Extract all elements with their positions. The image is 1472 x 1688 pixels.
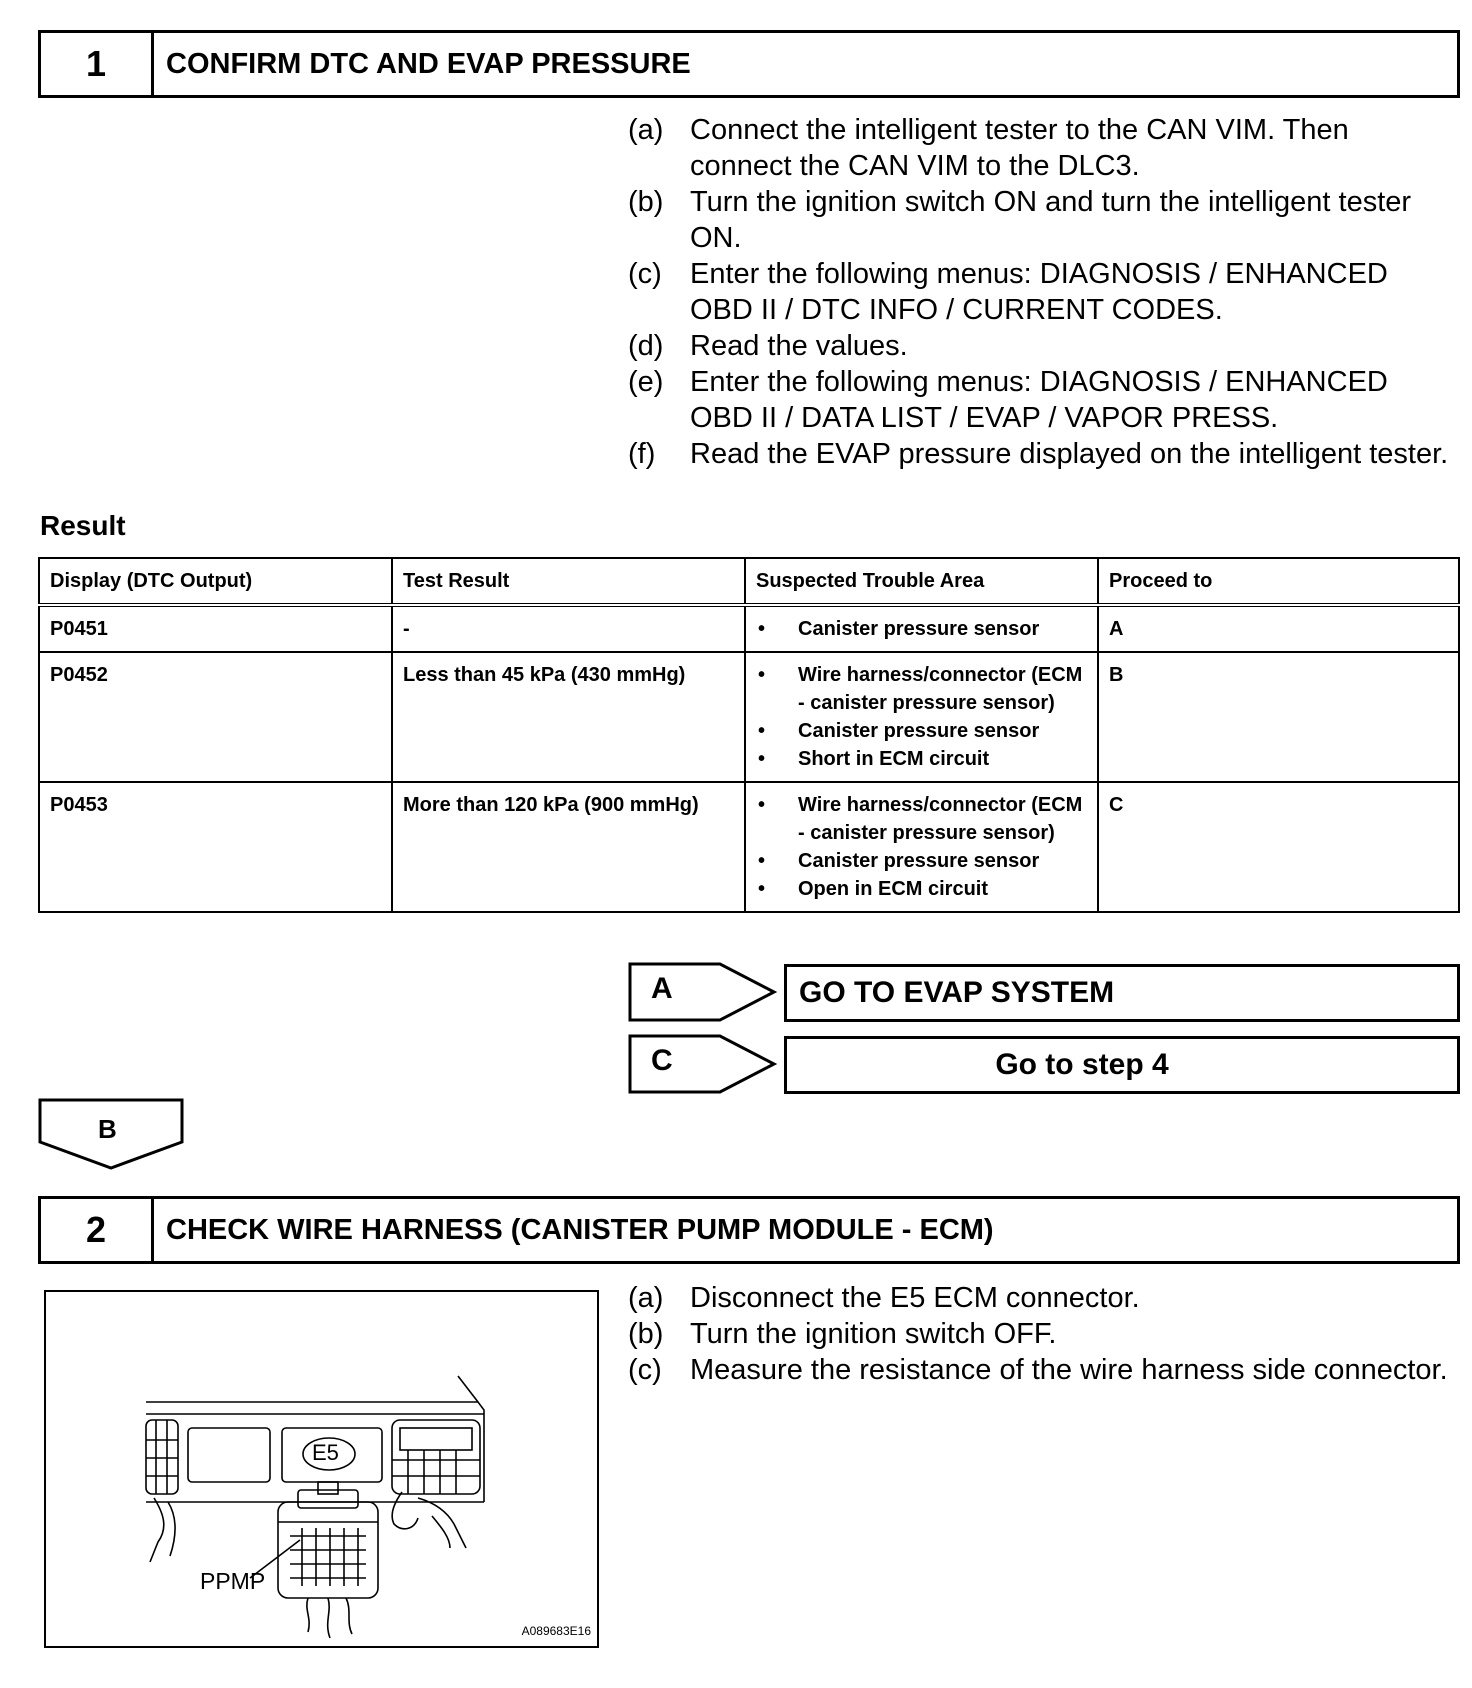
table-row — [39, 652, 1459, 782]
instruction-item: (a) Connect the intelligent tester to the CAN VIM. Then connect the CAN VIM to the DLC3. — [628, 114, 1349, 182]
table-row — [39, 605, 1459, 652]
instruction-item: (c) Enter the following menus: DIAGNOSIS / ENHANCED OBD II / DTC INFO / CURRENT CODES. — [628, 258, 1388, 326]
instruction-item: (c) Measure the resistance of the wire harness side connector. — [628, 1354, 1448, 1386]
step-1-title: CONFIRM DTC AND EVAP PRESSURE — [166, 47, 691, 80]
ppmp-label: PPMP — [200, 1568, 266, 1594]
bullet-icon: • — [758, 850, 766, 872]
instruction-item: (e) Enter the following menus: DIAGNOSIS / ENHANCED OBD II / DATA LIST / EVAP / VAPOR PRESS. — [628, 366, 1388, 434]
proceed-cell: A — [1098, 605, 1459, 652]
e5-connector-label: E5 — [312, 1440, 339, 1465]
step-2-instructions — [628, 1280, 1454, 1388]
dtc-cell: P0451 — [39, 605, 392, 652]
step-2-header — [38, 1196, 1460, 1264]
step-1-header — [38, 30, 1460, 98]
branch-a-letter: A — [651, 972, 673, 1005]
dtc-cell: P0453 — [39, 782, 392, 912]
instruction-item: (f) Read the EVAP pressure displayed on the intelligent tester. — [628, 438, 1449, 470]
step-1-number: 1 — [41, 33, 154, 95]
column-header: Display (DTC Output) — [39, 558, 392, 605]
instruction-item: (a) Disconnect the E5 ECM connector. — [628, 1282, 1140, 1314]
instruction-item: (b) Turn the ignition switch OFF. — [628, 1318, 1057, 1350]
column-header: Proceed to — [1098, 558, 1459, 605]
test-result-cell: Less than 45 kPa (430 mmHg) — [392, 652, 745, 782]
proceed-cell: B — [1098, 652, 1459, 782]
figure-code: A089683E16 — [521, 1624, 591, 1638]
ecm-connector-figure — [44, 1290, 599, 1648]
column-header: Test Result — [392, 558, 745, 605]
goto-evap-system-label: GO TO EVAP SYSTEM — [799, 976, 1115, 1009]
result-heading: Result — [40, 510, 126, 541]
instruction-item: (b) Turn the ignition switch ON and turn the intelligent tester ON. — [628, 186, 1412, 254]
trouble-area-cell: • Wire harness/connector (ECM - canister pressure sensor) • Canister pressure sensor • Short in ECM circuit — [745, 652, 1098, 782]
branch-c-letter: C — [651, 1044, 673, 1077]
instruction-item: (d) Read the values. — [628, 330, 908, 362]
proceed-cell: C — [1098, 782, 1459, 912]
table-row — [39, 782, 1459, 912]
bullet-icon: • — [758, 720, 766, 742]
bullet-icon: • — [758, 618, 766, 640]
bullet-icon: • — [758, 664, 766, 686]
test-result-cell: More than 120 kPa (900 mmHg) — [392, 782, 745, 912]
step-2-title: CHECK WIRE HARNESS (CANISTER PUMP MODULE - ECM) — [166, 1213, 994, 1246]
goto-evap-system-button[interactable] — [784, 964, 1460, 1022]
branch-b-letter: B — [98, 1114, 117, 1144]
table-header-row — [39, 558, 1459, 605]
goto-step-4-button[interactable] — [784, 1036, 1460, 1094]
ecm-connector-illustration — [46, 1292, 597, 1646]
result-table — [38, 557, 1460, 913]
trouble-area-cell: • Canister pressure sensor — [745, 605, 1098, 652]
bullet-icon: • — [758, 748, 766, 770]
column-header: Suspected Trouble Area — [745, 558, 1098, 605]
bullet-icon: • — [758, 878, 766, 900]
step-1-instructions — [628, 112, 1454, 472]
bullet-icon: • — [758, 794, 766, 816]
step-2-number: 2 — [41, 1199, 154, 1261]
goto-step-4-label: Go to step 4 — [995, 1048, 1169, 1081]
dtc-cell: P0452 — [39, 652, 392, 782]
test-result-cell: - — [392, 605, 745, 652]
trouble-area-cell: • Wire harness/connector (ECM - canister pressure sensor) • Canister pressure sensor • Open in ECM circuit — [745, 782, 1098, 912]
